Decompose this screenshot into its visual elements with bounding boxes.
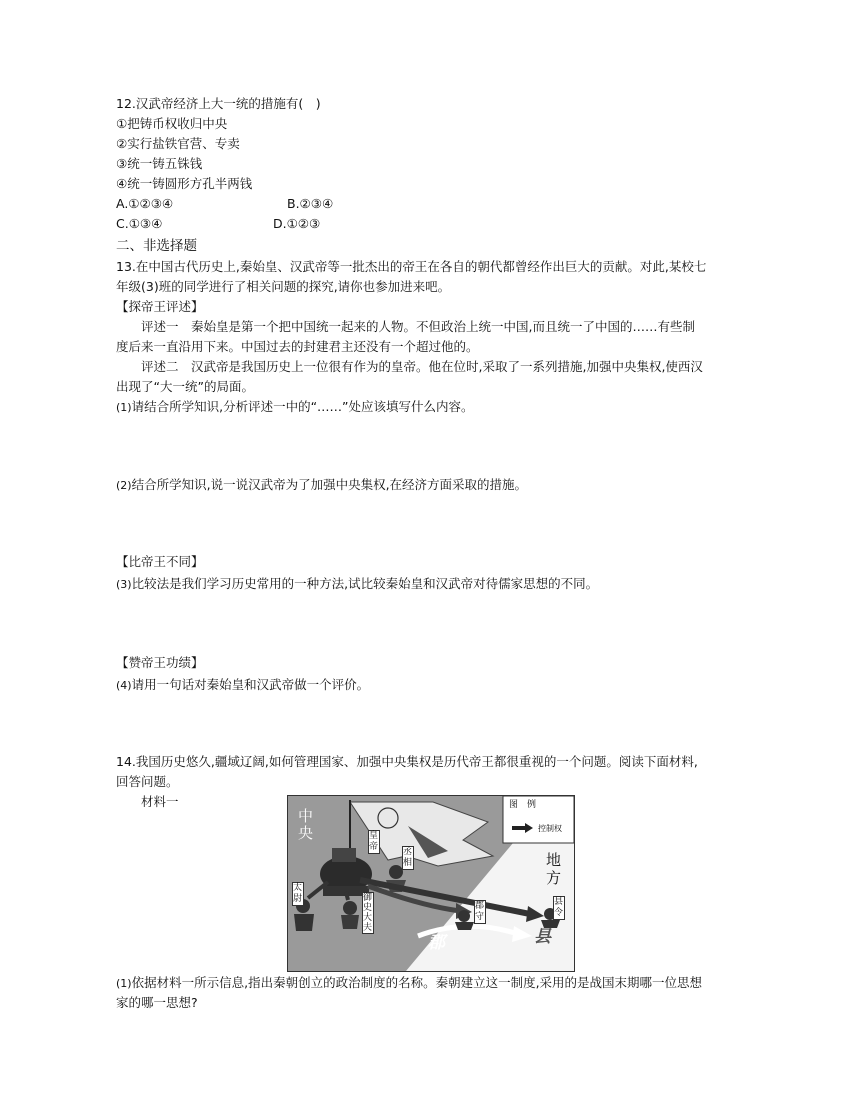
legend-title: 图 例 bbox=[509, 800, 537, 810]
q14-sub-q1-num: (1) bbox=[116, 977, 132, 990]
q13-sub-q4-text: 请用一句话对秦始皇和汉武帝做一个评价。 bbox=[131, 677, 370, 692]
qin-administration-diagram bbox=[287, 795, 575, 972]
q13-stem-line-1: 13.在中国古代历史上,秦始皇、汉武帝等一批杰出的帝王在各自的朝代都曾经作出巨大的贡献。对此,某校七 bbox=[116, 259, 707, 274]
q13-sub-q2-text: 结合所学知识,说一说汉武帝为了加强中央集权,在经济方面采取的措施。 bbox=[131, 477, 528, 492]
q12-item-1: ①把铸币权收归中央 bbox=[116, 116, 228, 131]
q14-stem-line-2: 回答问题。 bbox=[116, 774, 179, 789]
q13-sub-q4-num: (4) bbox=[116, 679, 132, 692]
q12-option-d: D.①②③ bbox=[273, 216, 321, 231]
chancellor-figure-icon bbox=[389, 865, 403, 879]
q13-sub-q3-text: 比较法是我们学习历史常用的一种方法,试比较秦始皇和汉武帝对待儒家思想的不同。 bbox=[131, 576, 599, 591]
q13-sub-q1 bbox=[116, 397, 474, 418]
q12-item-3: ③统一铸五铢钱 bbox=[116, 156, 203, 171]
q13-sub-q1-text: 请结合所学知识,分析评述一中的“……”处应该填写什么内容。 bbox=[131, 399, 474, 414]
q13-sub-q1-num: (1) bbox=[116, 401, 132, 414]
q13-part1-title: 【探帝王评述】 bbox=[116, 299, 204, 314]
label-jun-area: 郡 bbox=[428, 933, 445, 953]
q14-sub-q1-line-2: 家的哪一思想? bbox=[116, 995, 198, 1010]
label-emperor: 皇帝 bbox=[369, 831, 379, 852]
q12-item-2: ②实行盐铁官营、专卖 bbox=[116, 136, 240, 151]
q12-option-a: A.①②③④ bbox=[116, 196, 174, 211]
q12-options-row-1 bbox=[116, 194, 334, 214]
q12-option-b: B.②③④ bbox=[287, 196, 334, 211]
label-taiwei: 太尉 bbox=[293, 883, 303, 904]
label-center: 中央 bbox=[298, 807, 314, 842]
label-local: 地方 bbox=[546, 851, 562, 887]
label-censor: 御史大夫 bbox=[363, 893, 373, 933]
q13-part2-title: 【比帝王不同】 bbox=[116, 554, 204, 569]
q13-sub-q2-num: (2) bbox=[116, 479, 132, 492]
label-county-magistrate: 县令 bbox=[554, 897, 564, 918]
section-title: 二、非选择题 bbox=[116, 238, 197, 254]
q14-sub-q1-text: 依据材料一所示信息,指出秦朝创立的政治制度的名称。秦朝建立这一制度,采用的是战国末期哪一位思想 bbox=[131, 975, 703, 990]
q12-stem: 12.汉武帝经济上大一统的措施有( ) bbox=[116, 96, 321, 111]
q13-comment1-line-2: 度后来一直沿用下来。中国过去的封建君主还没有一个超过他的。 bbox=[116, 339, 479, 354]
q12-option-c: C.①③④ bbox=[116, 216, 163, 231]
q13-part3-title: 【赞帝王功绩】 bbox=[116, 655, 204, 670]
q13-comment2-line-2: 出现了“大一统”的局面。 bbox=[116, 379, 254, 394]
q13-stem-line-2: 年级(3)班的同学进行了相关问题的探究,请你也参加进来吧。 bbox=[116, 279, 451, 294]
q14-material1-label: 材料一 bbox=[141, 794, 179, 809]
q13-comment2-line-1: 评述二 汉武帝是我国历史上一位很有作为的皇帝。他在位时,采取了一系列措施,加强中央集权,使西汉 bbox=[141, 359, 703, 374]
q13-sub-q3-num: (3) bbox=[116, 578, 132, 591]
q14-sub-q1-line-1 bbox=[116, 973, 702, 994]
q13-sub-q2 bbox=[116, 475, 527, 496]
q13-sub-q3 bbox=[116, 574, 598, 595]
label-chancellor: 丞相 bbox=[403, 847, 413, 868]
jun-governor-figure-icon bbox=[458, 910, 470, 922]
q13-sub-q4 bbox=[116, 675, 369, 696]
label-jun-governor: 郡守 bbox=[475, 901, 485, 922]
q12-options-row-2 bbox=[116, 214, 321, 234]
q14-stem-line-1: 14.我国历史悠久,疆域辽阔,如何管理国家、加强中央集权是历代帝王都很重视的一个问题。阅读下面材料, bbox=[116, 754, 698, 769]
censor-figure-icon bbox=[343, 901, 357, 915]
label-county-area: 县 bbox=[534, 927, 551, 947]
legend-item: 控制权 bbox=[538, 824, 562, 833]
q12-item-4: ④统一铸圆形方孔半两钱 bbox=[116, 176, 253, 191]
q13-comment1-line-1: 评述一 秦始皇是第一个把中国统一起来的人物。不但政治上统一中国,而且统一了中国的……有些制 bbox=[141, 319, 695, 334]
